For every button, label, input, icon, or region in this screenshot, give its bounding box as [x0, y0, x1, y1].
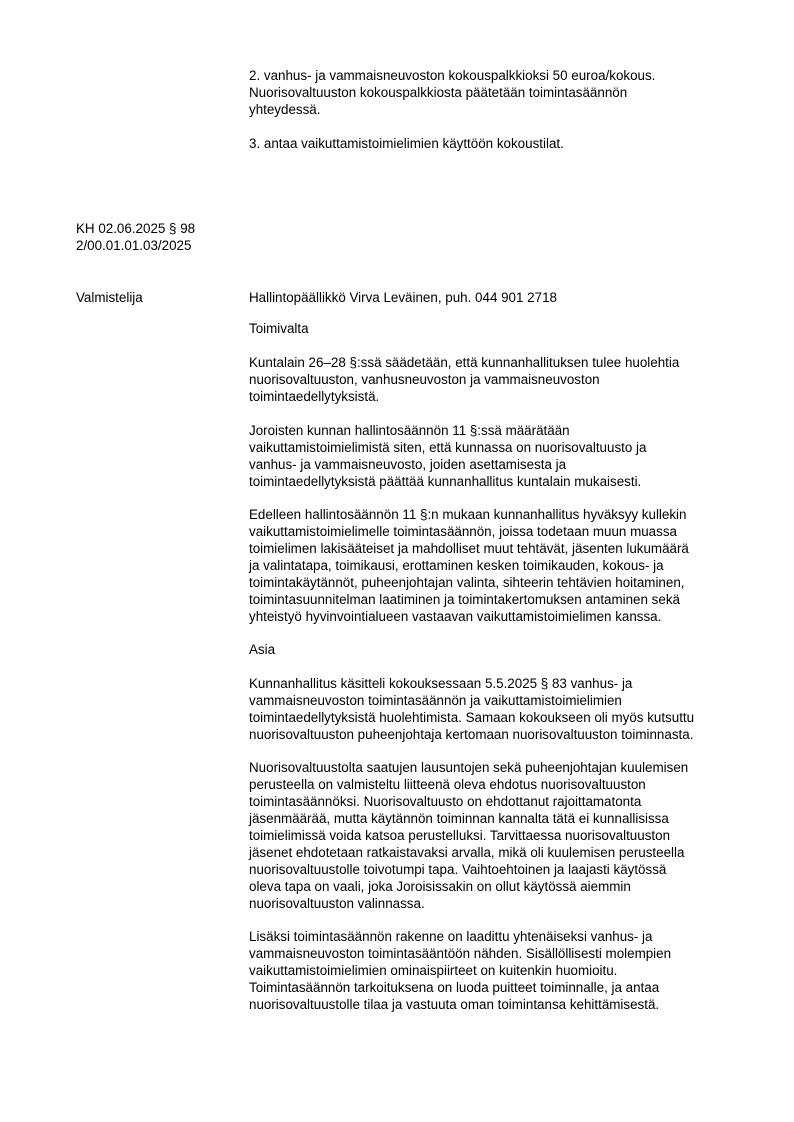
preparer-label: Valmistelija: [76, 290, 143, 305]
paragraph-toimintasaanto-sisalto: Edelleen hallintosäännön 11 §:n mukaan kunnanhallitus hyväksyy kullekin vaikuttamistoimielimelle toimintasäännön, joissa todetaan muun muassa toimielimen lakisääteiset ja mahdolliset muut tehtävät, jäsenten lukumäärä ja valintatapa, toimikausi, erottaminen kesken toimikauden, kokous- ja toimintakäytännöt, puheenjohtajan valinta, sihteerin tehtävien hoitaminen, toimintasuunnitelman laatiminen ja toimintakertomuksen antaminen sekä yhteistyö hyvinvointialueen vastaavan vaikuttamistoimielimen kanssa.: [249, 507, 689, 624]
meeting-reference-date: KH 02.06.2025 § 98: [76, 221, 196, 236]
meeting-reference-number: 2/00.01.01.03/2025: [76, 238, 192, 253]
paragraph-hallintosaanto: Joroisten kunnan hallintosäännön 11 §:ssä määrätään vaikuttamistoimielimistä siten, että kunnassa on nuorisovaltuusto ja vanhus- ja vammaisneuvosto, joiden asettamisesta ja toimintaedellytyksistä päättää kunnanhallitus kuntalain mukaisesti.: [249, 423, 647, 489]
section-heading-toimivalta: Toimivalta: [249, 321, 309, 336]
paragraph-kunnanhallitus-kasitteli: Kunnanhallitus käsitteli kokouksessaan 5.5.2025 § 83 vanhus- ja vammaisneuvoston toimintasäännön ja vaikuttamistoimielimien toimintaedellytyksistä huolehtimista. Samaan kokoukseen oli myös kutsuttu nuorisovaltuuston puheenjohtaja kertomaan nuorisovaltuuston toiminnasta.: [249, 676, 695, 742]
decision-item-2: 2. vanhus- ja vammaisneuvoston kokouspalkkioksi 50 euroa/kokous. Nuorisovaltuuston kokouspalkkiosta päätetään toimintasäännön yhteydessä.: [249, 68, 656, 117]
decision-item-3: 3. antaa vaikuttamistoimielimien käyttöön kokoustilat.: [249, 136, 564, 151]
paragraph-kuntalaki: Kuntalain 26–28 §:ssä säädetään, että kunnanhallituksen tulee huolehtia nuorisovaltuuston, vanhusneuvoston ja vammaisneuvoston toimintaedellytyksistä.: [249, 355, 680, 404]
preparer-value: Hallintopäällikkö Virva Leväinen, puh. 044 901 2718: [249, 290, 557, 305]
paragraph-nuorisovaltuusto-lausunnot: Nuorisovaltuustolta saatujen lausuntojen sekä puheenjohtajan kuulemisen perusteella on valmisteltu liitteenä oleva ehdotus nuorisovaltuuston toimintasäännöksi. Nuorisovaltuusto on ehdottanut rajoittamatonta jäsenmäärää, mutta käytännön toiminnan kannalta tätä ei kunnallisissa toimielimissä voida katsoa perustelluksi. Tarvittaessa nuorisovaltuuston jäsenet ehdotetaan ratkaistavaksi arvalla, mikä oli kuulemisen perusteella nuorisovaltuustolle toivotumpi tapa. Vaihtoehtoinen ja laajasti käytössä oleva tapa on vaali, joka Joroisissakin on ollut käytössä aiemmin nuorisovaltuuston valinnassa.: [249, 760, 689, 911]
section-heading-asia: Asia: [249, 642, 276, 657]
paragraph-rakenne: Lisäksi toimintasäännön rakenne on laadittu yhtenäiseksi vanhus- ja vammaisneuvoston toimintasääntöön nähden. Sisällöllisesti molempien vaikuttamistoimielimien ominaispiirteet on kuitenkin huomioitu. Toimintasäännön tarkoituksena on luoda puitteet toiminnalle, ja antaa nuorisovaltuustolle tilaa ja vastuuta oman toimintansa kehittämisestä.: [249, 929, 672, 1012]
